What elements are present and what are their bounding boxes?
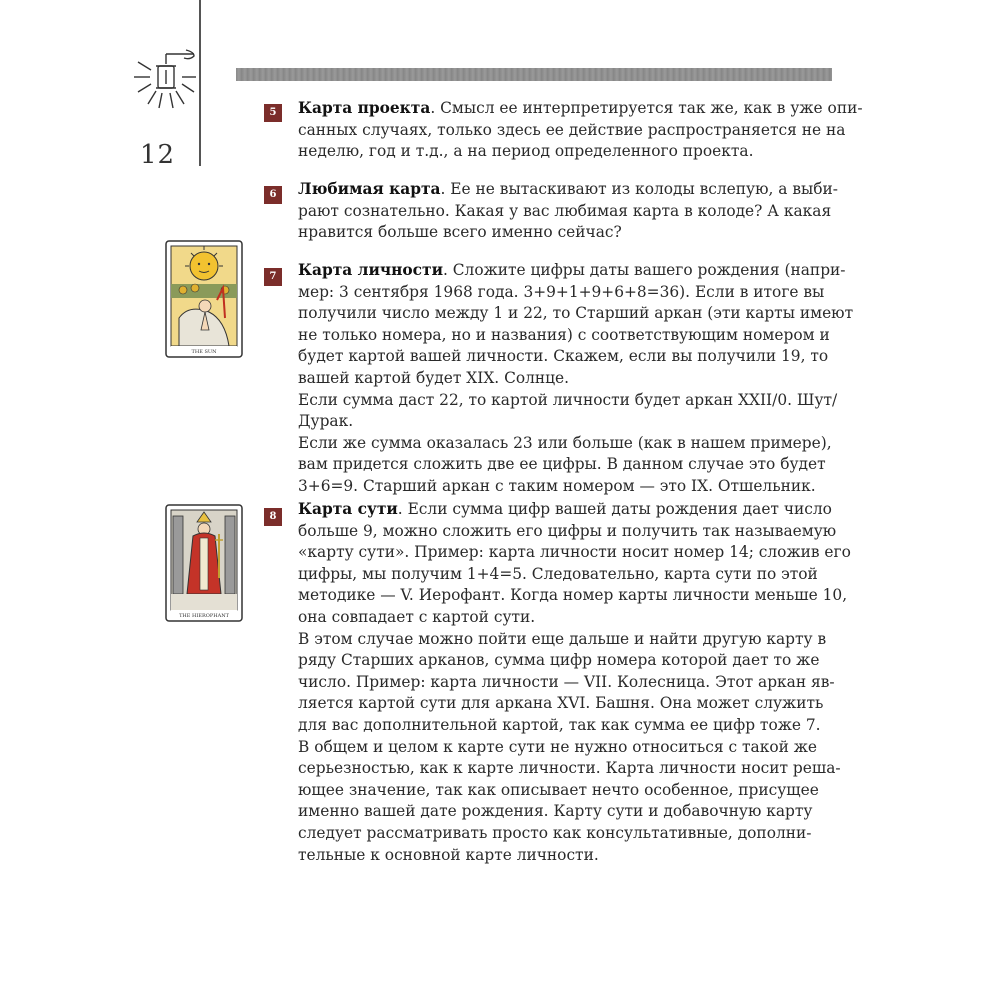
page-number: 12 xyxy=(140,140,176,170)
entry-line: она совпадает с картой сути. xyxy=(298,607,536,626)
entry-line: рают сознательно. Какая у вас любимая карта в колоде? А какая xyxy=(298,201,832,220)
entry-line: не только номера, но и названия) с соответствующим номером и xyxy=(298,325,830,344)
entry-line: именно вашей дате рождения. Карту сути и добавочную карту xyxy=(298,802,813,821)
entry-line: Карта личности. Сложите цифры даты вашего рождения (напри- xyxy=(298,261,846,279)
entry-line: ляется картой сути для аркана XVI. Башня. Она может служить xyxy=(298,694,824,713)
entry-line: Дурак. xyxy=(298,412,354,431)
entry-title: Карта проекта xyxy=(298,99,431,117)
entry-line: неделю, год и т.д., а на период определенного проекта. xyxy=(298,142,754,161)
entry-line: Если же сумма оказалась 23 или больше (как в нашем примере), xyxy=(298,433,832,452)
entry-title: Любимая карта xyxy=(298,180,441,198)
entry-number-badge: 6 xyxy=(264,186,282,204)
lantern-icon xyxy=(126,44,206,124)
entry-line: В этом случае можно пойти еще дальше и найти другую карту в xyxy=(298,629,827,648)
entry-line: получили число между 1 и 22, то Старший аркан (эти карты имеют xyxy=(298,304,854,323)
tarot-card-sun xyxy=(165,240,243,358)
entry-line: методике — V. Иерофант. Когда номер карты личности меньше 10, xyxy=(298,586,848,605)
entry-line: серьезностью, как к карте личности. Карта личности носит реша- xyxy=(298,759,841,778)
entry-line: число. Пример: карта личности — VII. Колесница. Этот аркан яв- xyxy=(298,672,835,691)
entry-line: следует рассматривать просто как консультативные, дополни- xyxy=(298,823,812,842)
entry-line: санных случаях, только здесь ее действие распространяется не на xyxy=(298,120,846,139)
entry-personality-card xyxy=(298,260,854,498)
entry-project-card xyxy=(298,98,863,163)
entry-line: Карта проекта. Смысл ее интерпретируется так же, как в уже опи- xyxy=(298,99,863,117)
entry-line: будет картой вашей личности. Скажем, если вы получили 19, то xyxy=(298,347,829,366)
entry-line: для вас дополнительной картой, так как сумма ее цифр тоже 7. xyxy=(298,715,821,734)
entry-favorite-card xyxy=(298,179,838,244)
entry-line: вашей картой будет XIX. Солнце. xyxy=(298,368,570,387)
entry-line: цифры, мы получим 1+4=5. Следовательно, карта сути по этой xyxy=(298,564,818,583)
entry-line: больше 9, можно сложить его цифры и получить так называемую xyxy=(298,521,837,540)
entry-line: тельные к основной карте личности. xyxy=(298,845,599,864)
entry-title: Карта личности xyxy=(298,261,443,279)
entry-number-badge: 8 xyxy=(264,508,282,526)
tarot-card-hierophant xyxy=(165,504,243,622)
entry-line: «карту сути». Пример: карта личности носит номер 14; сложив его xyxy=(298,543,851,562)
card-caption: THE HIEROPHANT xyxy=(179,613,229,619)
entry-line: ряду Старших арканов, сумма цифр номера которой дает то же xyxy=(298,651,820,670)
entry-line: Любимая карта. Ее не вытаскивают из колоды вслепую, а выби- xyxy=(298,180,838,198)
card-caption: THE SUN xyxy=(191,349,217,355)
entry-line: мер: 3 сентября 1968 года. 3+9+1+9+6+8=36). Если в итоге вы xyxy=(298,282,825,301)
entry-title: Карта сути xyxy=(298,500,398,518)
entry-line: нравится больше всего именно сейчас? xyxy=(298,223,622,242)
entry-line: Карта сути. Если сумма цифр вашей даты рождения дает число xyxy=(298,500,832,518)
entry-line: 3+6=9. Старший аркан с таким номером — это IX. Отшельник. xyxy=(298,476,816,495)
header-bar xyxy=(236,68,832,81)
entry-line: В общем и целом к карте сути не нужно относиться с такой же xyxy=(298,737,818,756)
entry-line: вам придется сложить две ее цифры. В данном случае это будет xyxy=(298,455,826,474)
entry-number-badge: 5 xyxy=(264,104,282,122)
entry-line: ющее значение, так как описывает нечто особенное, присущее xyxy=(298,780,819,799)
entry-number-badge: 7 xyxy=(264,268,282,286)
entry-line: Если сумма даст 22, то картой личности будет аркан XXII/0. Шут/ xyxy=(298,390,838,409)
entry-essence-card xyxy=(298,499,851,866)
